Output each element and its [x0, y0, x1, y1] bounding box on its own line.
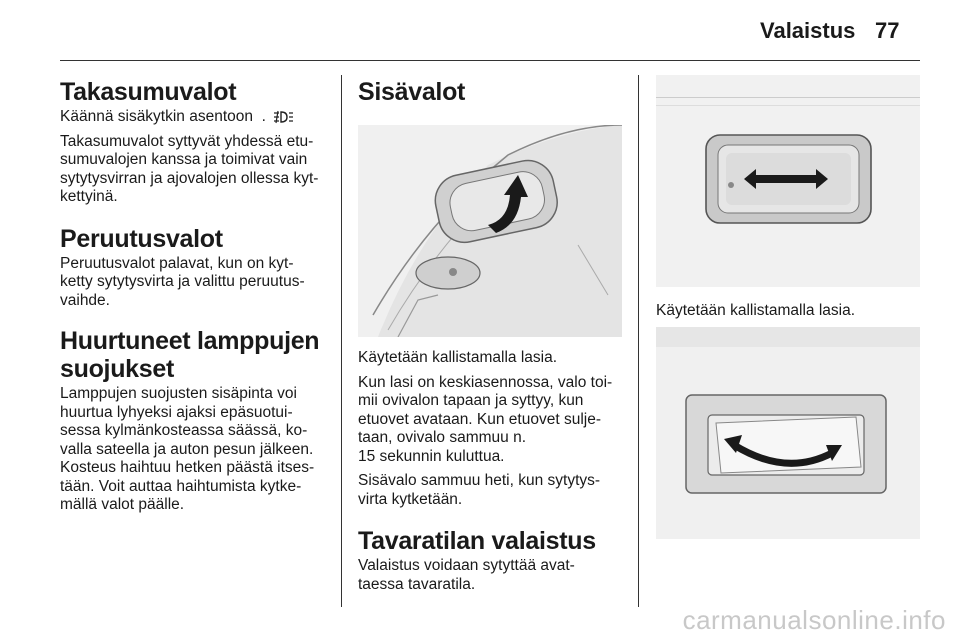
load-compartment-light-illustration: [656, 327, 920, 539]
section-title-reversing-lights: Peruutusvalot: [60, 224, 223, 253]
header-rule: [60, 60, 920, 61]
text-line: Valaistus voidaan sytyttää avat-: [358, 557, 575, 574]
tilt-instruction: Käytetään kallistamalla lasia.: [358, 349, 558, 366]
section-title-interior-lights: Sisävalot: [358, 78, 466, 106]
section-title-misted-covers-2: suojukset: [60, 355, 174, 383]
text-line: etuovet avataan. Kun etuovet sulje-: [358, 410, 601, 428]
left-column: [60, 78, 335, 515]
text-line: Kosteus haihtuu hetken päästä itses-: [60, 459, 315, 476]
text-line: Takasumuvalot syttyvät yhdessä etu-: [60, 132, 314, 150]
page-number: 77: [875, 18, 900, 43]
section-title-load-compartment: Tavaratilan valaistus: [358, 527, 596, 555]
reading-light-drawing: [656, 75, 920, 287]
text-line: Peruutusvalot palavat, kun on kyt-: [60, 254, 294, 272]
text-line: Kun lasi on keskiasennossa, valo toi-: [358, 373, 613, 391]
text-line: mii ovivalon tapaan ja syttyy, kun: [358, 392, 584, 409]
text-line: Lamppujen suojusten sisäpinta voi: [60, 385, 297, 402]
load-compartment-light-drawing: [656, 327, 920, 539]
ignition-paragraph: [358, 472, 628, 509]
text-line: 15 sekunnin kuluttua.: [358, 447, 505, 465]
text-line: taessa tavaratila.: [358, 575, 476, 593]
text-line: Sisävalo sammuu heti, kun sytytys-: [358, 472, 601, 489]
section-title-misted-covers-1: Huurtuneet lamppujen: [60, 327, 320, 355]
text-line: mällä valot päälle.: [60, 496, 185, 513]
middle-column: [358, 78, 628, 106]
instruction-paragraph: [60, 108, 335, 127]
section-title-rear-fog-lights: Takasumuvalot: [60, 78, 237, 106]
column-divider-left: [341, 75, 342, 607]
running-header-title: Valaistus: [760, 18, 856, 43]
load-compartment-paragraph: [358, 557, 628, 594]
rear-fog-light-icon: [272, 109, 294, 125]
middle-column-text: [358, 349, 628, 594]
text-line: tään. Voit auttaa haihtumista kytke-: [60, 477, 302, 495]
interior-light-illustration: [358, 125, 622, 337]
watermark: carmanualsonline.info: [682, 605, 946, 635]
text-line: sessa kylmänkosteassa säässä, ko-: [60, 422, 308, 439]
text-line: vaihde.: [60, 291, 110, 309]
reversing-paragraph: [60, 255, 335, 311]
text-line: kettyinä.: [60, 188, 118, 205]
text-line: virta kytketään.: [358, 490, 463, 508]
reading-light-illustration: [656, 75, 920, 287]
text-line: ketty sytytysvirta ja valittu peruutus-: [60, 273, 305, 290]
door-light-paragraph: [358, 374, 628, 467]
misted-covers-paragraph: [60, 385, 335, 515]
right-column-text: [656, 302, 920, 321]
interior-light-drawing: [358, 125, 622, 337]
text-line: sumuvalojen kanssa ja toimivat vain: [60, 151, 308, 168]
text-line: sytytysvirran ja ajovalojen ollessa kyt-: [60, 169, 319, 187]
text-line: huurtua lyhyeksi ajaksi epäsuotui-: [60, 403, 293, 421]
instruction-text: Käännä sisäkytkin asentoon .: [60, 108, 266, 125]
column-divider-right: [638, 75, 639, 607]
text-line: valla sateella ja auton pesun jälkeen.: [60, 440, 314, 458]
rear-fog-paragraph: [60, 133, 335, 207]
text-line: taan, ovivalo sammuu n.: [358, 429, 527, 446]
tilt-instruction-right: Käytetään kallistamalla lasia.: [656, 302, 856, 319]
